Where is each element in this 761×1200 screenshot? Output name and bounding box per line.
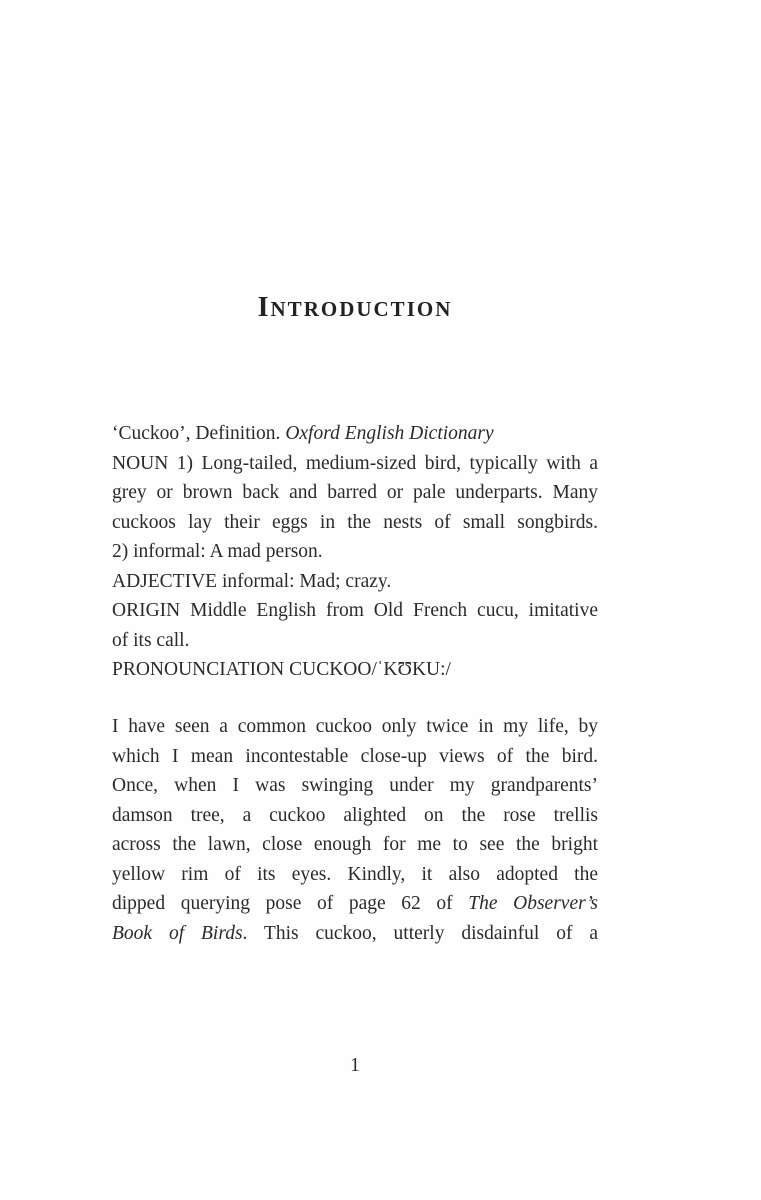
definition-block bbox=[112, 419, 598, 685]
text-line: yellow rim of its eyes. Kindly, it also adopted the bbox=[112, 863, 598, 885]
book-title-part1: The Observer’s bbox=[468, 893, 598, 914]
text-line: Once, when I was swinging under my grandparents’ bbox=[112, 775, 598, 796]
text-line: grey or brown back and barred or pale underparts. Many bbox=[112, 482, 598, 503]
text-line: ADJECTIVE informal: Mad; crazy. bbox=[112, 570, 392, 592]
text-line: which I mean incontestable close-up views of the bird. bbox=[112, 745, 598, 767]
text-line: cuckoos lay their eggs in the nests of small songbirds. bbox=[112, 511, 598, 533]
text-line: PRONOUNCIATION CUCKOO/ˈKƱKU:/ bbox=[112, 659, 451, 680]
body-text-plain: dipped querying pose of page 62 of bbox=[112, 893, 469, 914]
text-line bbox=[112, 889, 598, 919]
body-paragraph bbox=[112, 712, 598, 948]
page-number: 1 bbox=[350, 1055, 360, 1076]
chapter-title-rest: NTRODUCTION bbox=[270, 297, 453, 321]
text-line: ORIGIN Middle English from Old French cucu, imitative bbox=[112, 600, 598, 621]
text-line: of its call. bbox=[112, 629, 190, 651]
text-line: I have seen a common cuckoo only twice in my life, by bbox=[112, 716, 598, 737]
text-line bbox=[112, 919, 598, 949]
chapter-title bbox=[112, 288, 598, 326]
text-line: across the lawn, close enough for me to see the bright bbox=[112, 834, 598, 855]
definition-source-plain: ‘Cuckoo’, Definition. bbox=[112, 423, 286, 444]
dictionary-title: Oxford English Dictionary bbox=[285, 423, 494, 444]
book-title-part2: Book of Birds bbox=[112, 922, 243, 944]
text-line: damson tree, a cuckoo alighted on the rose trellis bbox=[112, 804, 598, 826]
body-text-plain: . This cuckoo, utterly disdainful of a bbox=[242, 922, 598, 944]
text-line: 2) informal: A mad person. bbox=[112, 541, 323, 562]
text-line: NOUN 1) Long-tailed, medium-sized bird, typically with a bbox=[112, 452, 598, 474]
text-line bbox=[112, 419, 598, 449]
chapter-title-initial: I bbox=[257, 292, 271, 323]
